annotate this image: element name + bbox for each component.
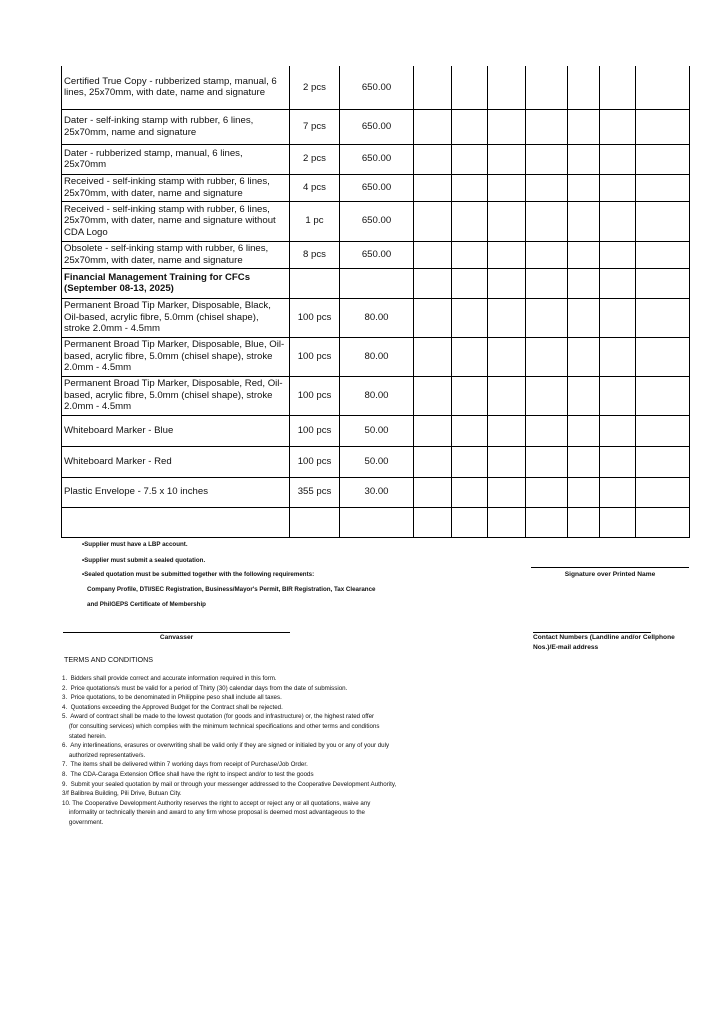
table-row (62, 174, 690, 201)
term-line: 1. Bidders shall provide correct and accurate information required in this form. (62, 675, 277, 682)
blank-cell (568, 174, 600, 201)
blank-cell (636, 376, 690, 415)
blank-cell (414, 337, 452, 376)
item-description (62, 507, 290, 537)
item-unit-price: 80.00 (340, 337, 414, 376)
blank-cell (636, 66, 690, 109)
item-quantity: 100 pcs (290, 446, 340, 477)
item-unit-price: 80.00 (340, 298, 414, 337)
term-line: 7. The items shall be delivered within 7 working days from receipt of Purchase/Job Order. (62, 761, 308, 769)
blank-cell (488, 337, 526, 376)
blank-cell (568, 477, 600, 507)
item-unit-price: 650.00 (340, 66, 414, 109)
term-line: 2. Price quotations/s must be valid for a period of Thirty (30) calendar days from the date of submission. (62, 684, 348, 692)
blank-cell (488, 507, 526, 537)
blank-cell (526, 337, 568, 376)
term-line: authorized representative/s. (62, 751, 146, 759)
blank-cell (452, 66, 488, 109)
item-quantity: 4 pcs (290, 174, 340, 201)
blank-cell (488, 201, 526, 241)
blank-cell (636, 337, 690, 376)
table-row (62, 66, 690, 109)
term-line: (for consulting services) which complies with the minimum technical specifications and other terms and conditions (62, 722, 380, 730)
term-line: 3. Price quotations, to be denominated in Philippine peso shall include all taxes. (62, 694, 282, 702)
blank-cell (414, 446, 452, 477)
blank-cell (568, 144, 600, 174)
blank-cell (526, 241, 568, 268)
blank-cell (526, 446, 568, 477)
blank-cell (568, 415, 600, 446)
item-description: Plastic Envelope - 7.5 x 10 inches (62, 477, 290, 507)
terms-list (62, 674, 502, 828)
blank-cell (600, 507, 636, 537)
item-unit-price (340, 507, 414, 537)
item-description: Obsolete - self-inking stamp with rubber, 6 lines, 25x70mm, with dater, name and signature (62, 241, 290, 268)
item-quantity: 100 pcs (290, 337, 340, 376)
signature-line (531, 567, 689, 568)
blank-cell (636, 507, 690, 537)
blank-cell (636, 446, 690, 477)
blank-cell (636, 174, 690, 201)
blank-cell (636, 268, 690, 298)
blank-cell (414, 507, 452, 537)
item-quantity (290, 507, 340, 537)
item-unit-price: 650.00 (340, 241, 414, 268)
term-line: 8. The CDA-Caraga Extension Office shall have the right to inspect and/or to test the goods (62, 770, 314, 778)
blank-cell (414, 477, 452, 507)
item-unit-price: 650.00 (340, 201, 414, 241)
table-row (62, 446, 690, 477)
canvasser-line (63, 632, 290, 633)
blank-cell (568, 109, 600, 144)
blank-cell (526, 376, 568, 415)
table-row (62, 241, 690, 268)
table-row (62, 109, 690, 144)
blank-cell (526, 109, 568, 144)
table-row (62, 507, 690, 537)
blank-cell (636, 298, 690, 337)
note-requirements: •Sealed quotation must be submitted together with the following requirements: (82, 571, 315, 578)
blank-cell (600, 298, 636, 337)
blank-cell (414, 66, 452, 109)
blank-cell (568, 337, 600, 376)
signature-label: Signature over Printed Name (564, 571, 656, 578)
blank-cell (488, 144, 526, 174)
blank-cell (600, 66, 636, 109)
blank-cell (488, 241, 526, 268)
item-description: Permanent Broad Tip Marker, Disposable, Red, Oil-based, acrylic fibre, 5.0mm (chisel shape), stroke 2.0mm - 4.5mm (62, 376, 290, 415)
blank-cell (452, 415, 488, 446)
table-row (62, 337, 690, 376)
blank-cell (488, 174, 526, 201)
blank-cell (452, 144, 488, 174)
term-line: stated herein. (62, 732, 107, 740)
blank-cell (414, 201, 452, 241)
blank-cell (636, 241, 690, 268)
term-line: 3/f Balibrea Building, Pili Drive, Butuan City. (62, 790, 182, 798)
blank-cell (636, 201, 690, 241)
blank-cell (568, 507, 600, 537)
blank-cell (526, 201, 568, 241)
item-description: Whiteboard Marker - Blue (62, 415, 290, 446)
table-row (62, 477, 690, 507)
note-requirements-list: Company Profile, DTI/SEC Registration, Business/Mayor's Permit, BIR Registration, Tax Clearance (87, 586, 376, 593)
blank-cell (526, 268, 568, 298)
item-quantity (290, 268, 340, 298)
blank-cell (600, 477, 636, 507)
item-quantity: 2 pcs (290, 66, 340, 109)
blank-cell (600, 376, 636, 415)
blank-cell (452, 477, 488, 507)
item-quantity: 2 pcs (290, 144, 340, 174)
blank-cell (526, 507, 568, 537)
blank-cell (600, 201, 636, 241)
blank-cell (452, 201, 488, 241)
blank-cell (526, 144, 568, 174)
blank-cell (600, 174, 636, 201)
term-line: government. (62, 818, 104, 826)
item-quantity: 7 pcs (290, 109, 340, 144)
blank-cell (452, 268, 488, 298)
table-row (62, 144, 690, 174)
item-quantity: 100 pcs (290, 376, 340, 415)
blank-cell (452, 241, 488, 268)
item-unit-price: 650.00 (340, 174, 414, 201)
items-table (61, 66, 690, 538)
blank-cell (636, 109, 690, 144)
table-row (62, 201, 690, 241)
item-quantity: 100 pcs (290, 298, 340, 337)
blank-cell (568, 201, 600, 241)
item-description: Dater - rubberized stamp, manual, 6 lines, 25x70mm (62, 144, 290, 174)
blank-cell (452, 337, 488, 376)
blank-cell (526, 298, 568, 337)
blank-cell (600, 415, 636, 446)
note-lbp-account: •Supplier must have a LBP account. (82, 541, 188, 548)
blank-cell (568, 376, 600, 415)
item-quantity: 1 pc (290, 201, 340, 241)
blank-cell (600, 268, 636, 298)
item-unit-price: 30.00 (340, 477, 414, 507)
item-unit-price: 80.00 (340, 376, 414, 415)
blank-cell (526, 66, 568, 109)
blank-cell (414, 298, 452, 337)
blank-cell (600, 446, 636, 477)
blank-cell (452, 507, 488, 537)
item-unit-price: 50.00 (340, 415, 414, 446)
item-unit-price (340, 268, 414, 298)
blank-cell (414, 174, 452, 201)
blank-cell (636, 477, 690, 507)
blank-cell (414, 415, 452, 446)
item-description: Certified True Copy - rubberized stamp, manual, 6 lines, 25x70mm, with date, name and signature (62, 66, 290, 109)
item-description: Received - self-inking stamp with rubber, 6 lines, 25x70mm, with dater, name and signature (62, 174, 290, 201)
table-row (62, 376, 690, 415)
blank-cell (414, 241, 452, 268)
term-line: 4. Quotations exceeding the Approved Budget for the Contract shall be rejected. (62, 703, 283, 711)
blank-cell (526, 415, 568, 446)
blank-cell (600, 109, 636, 144)
blank-cell (600, 144, 636, 174)
blank-cell (414, 109, 452, 144)
canvasser-label: Canvasser (159, 634, 194, 641)
term-line: 6. Any interlineations, erasures or overwriting shall be valid only if they are signed or initialed by you or any of your duly (62, 742, 390, 750)
blank-cell (568, 298, 600, 337)
blank-cell (414, 376, 452, 415)
blank-cell (488, 376, 526, 415)
blank-cell (488, 109, 526, 144)
blank-cell (488, 446, 526, 477)
term-line: 5. Award of contract shall be made to the lowest quotation (for goods and infrastructure) or, the highest rated offer (62, 713, 375, 721)
blank-cell (488, 415, 526, 446)
blank-cell (452, 376, 488, 415)
term-line: 9. Submit your sealed quotation by mail or through your messenger addressed to the Cooperative Development Authority, (62, 780, 397, 788)
blank-cell (452, 298, 488, 337)
contact-label: Contact Numbers (Landline and/or Cellphone Nos.)/E-mail address (533, 634, 675, 651)
blank-cell (600, 241, 636, 268)
item-description: Permanent Broad Tip Marker, Disposable, Black, Oil-based, acrylic fibre, 5.0mm (chisel shape), stroke 2.0mm - 4.5mm (62, 298, 290, 337)
blank-cell (452, 446, 488, 477)
note-sealed-quotation: •Supplier must submit a sealed quotation. (82, 557, 206, 564)
blank-cell (526, 477, 568, 507)
blank-cell (452, 174, 488, 201)
blank-cell (568, 446, 600, 477)
blank-cell (452, 109, 488, 144)
item-quantity: 355 pcs (290, 477, 340, 507)
table-row (62, 415, 690, 446)
item-description: Permanent Broad Tip Marker, Disposable, Blue, Oil-based, acrylic fibre, 5.0mm (chisel shape), stroke 2.0mm - 4.5mm (62, 337, 290, 376)
blank-cell (488, 298, 526, 337)
item-quantity: 100 pcs (290, 415, 340, 446)
blank-cell (636, 144, 690, 174)
item-description: Dater - self-inking stamp with rubber, 6 lines, 25x70mm, name and signature (62, 109, 290, 144)
item-description: Financial Management Training for CFCs (September 08-13, 2025) (62, 268, 290, 298)
note-requirements-list-cont: and PhilGEPS Certificate of Membership (87, 601, 206, 608)
term-line: 10. The Cooperative Development Authority reserves the right to accept or reject any or all quotations, waive any (62, 799, 371, 807)
item-description: Whiteboard Marker - Red (62, 446, 290, 477)
table-row (62, 298, 690, 337)
blank-cell (600, 337, 636, 376)
item-unit-price: 650.00 (340, 109, 414, 144)
table-row (62, 268, 690, 298)
item-description: Received - self-inking stamp with rubber, 6 lines, 25x70mm, with dater, name and signature without CDA Logo (62, 201, 290, 241)
item-quantity: 8 pcs (290, 241, 340, 268)
blank-cell (568, 268, 600, 298)
blank-cell (636, 415, 690, 446)
item-unit-price: 650.00 (340, 144, 414, 174)
blank-cell (568, 241, 600, 268)
blank-cell (488, 268, 526, 298)
blank-cell (526, 174, 568, 201)
blank-cell (488, 66, 526, 109)
blank-cell (488, 477, 526, 507)
item-unit-price: 50.00 (340, 446, 414, 477)
blank-cell (568, 66, 600, 109)
term-line: informality or technically therein and award to any firm whose proposal is deemed most advantageous to the (62, 809, 366, 817)
terms-title: TERMS AND CONDITIONS (64, 655, 154, 664)
blank-cell (414, 268, 452, 298)
blank-cell (414, 144, 452, 174)
